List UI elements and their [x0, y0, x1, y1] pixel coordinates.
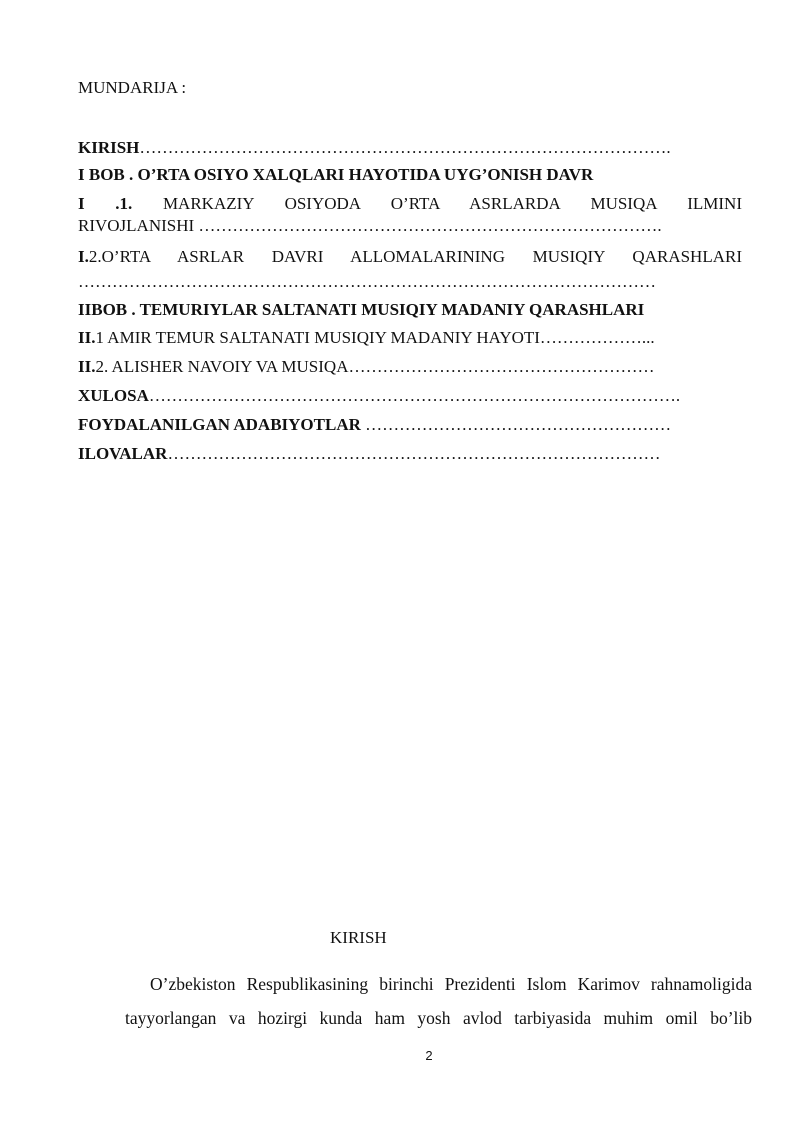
- toc-leader-dots: ………………………………………………………………………………….: [148, 386, 681, 405]
- toc-entry-text: RIVOJLANISHI ……………………………………………………………………….: [78, 216, 662, 235]
- toc-entry-bob1-1-cont[interactable]: [78, 216, 742, 236]
- section-heading: KIRISH: [330, 928, 387, 947]
- toc-entry-label: XULOSA: [78, 386, 149, 405]
- toc-entry-label: I BOB . O’RTA OSIYO XALQLARI HAYOTIDA UYG’ONISH DAVR: [78, 165, 594, 184]
- intro-paragraph-line: O’zbekiston Respublikasining birinchi Prezidenti Islom Karimov rahnamoligida: [150, 974, 752, 994]
- toc-entry-bob2-2[interactable]: [78, 357, 742, 377]
- toc-entry-ilovalar[interactable]: [78, 444, 742, 464]
- toc-entry-number: II.: [78, 357, 96, 376]
- toc-entry-text: 2.O’RTA ASRLAR DAVRI ALLOMALARINING MUSIQIY QARASHLARI: [88, 247, 742, 266]
- toc-entry-number: II.: [78, 328, 96, 347]
- toc-entry-label: IIBOB . TEMURIYLAR SALTANATI MUSIQIY MADANIY QARASHLARI: [78, 300, 645, 319]
- toc-leader-dots: ………………………………………………………………………………….: [139, 138, 671, 157]
- toc-entry-xulosa[interactable]: [78, 386, 742, 406]
- toc-entry-foydalanilgan-adabiyotlar[interactable]: [78, 415, 742, 435]
- toc-entry-bob2[interactable]: [78, 300, 742, 320]
- toc-entry-number: I.: [78, 247, 89, 266]
- toc-entry-number: I .1.: [78, 194, 133, 213]
- toc-entry-label: ILOVALAR: [78, 444, 168, 463]
- toc-title: MUNDARIJA :: [78, 78, 187, 97]
- toc-entry-label: KIRISH: [78, 138, 140, 157]
- toc-entry-bob2-1[interactable]: [78, 328, 742, 348]
- intro-paragraph-line: tayyorlangan va hozirgi kunda ham yosh avlod tarbiyasida muhim omil bo’lib: [125, 1008, 752, 1028]
- toc-leader-dots: …………………………………………………………………………………………: [78, 272, 656, 291]
- toc-entry-bob1-1[interactable]: [78, 194, 742, 214]
- toc-entry-bob1-2-cont[interactable]: [78, 272, 742, 292]
- toc-entry-text: 1 AMIR TEMUR SALTANATI MUSIQIY MADANIY HAYOTI………………...: [95, 328, 655, 347]
- toc-entry-kirish[interactable]: [78, 138, 742, 158]
- toc-entry-label: FOYDALANILGAN ADABIYOTLAR: [78, 415, 361, 434]
- toc-entry-bob1-2[interactable]: [78, 247, 742, 267]
- toc-entry-text: 2. ALISHER NAVOIY VA MUSIQA………………………………………………: [95, 357, 655, 376]
- toc-leader-dots: ………………………………………………: [360, 415, 672, 434]
- toc-entry-text: MARKAZIY OSIYODA O’RTA ASRLARDA MUSIQA ILMINI: [162, 194, 742, 213]
- page-number: 2: [425, 1048, 433, 1063]
- toc-entry-bob1[interactable]: [78, 165, 742, 185]
- toc-leader-dots: ……………………………………………………………………………: [167, 444, 661, 463]
